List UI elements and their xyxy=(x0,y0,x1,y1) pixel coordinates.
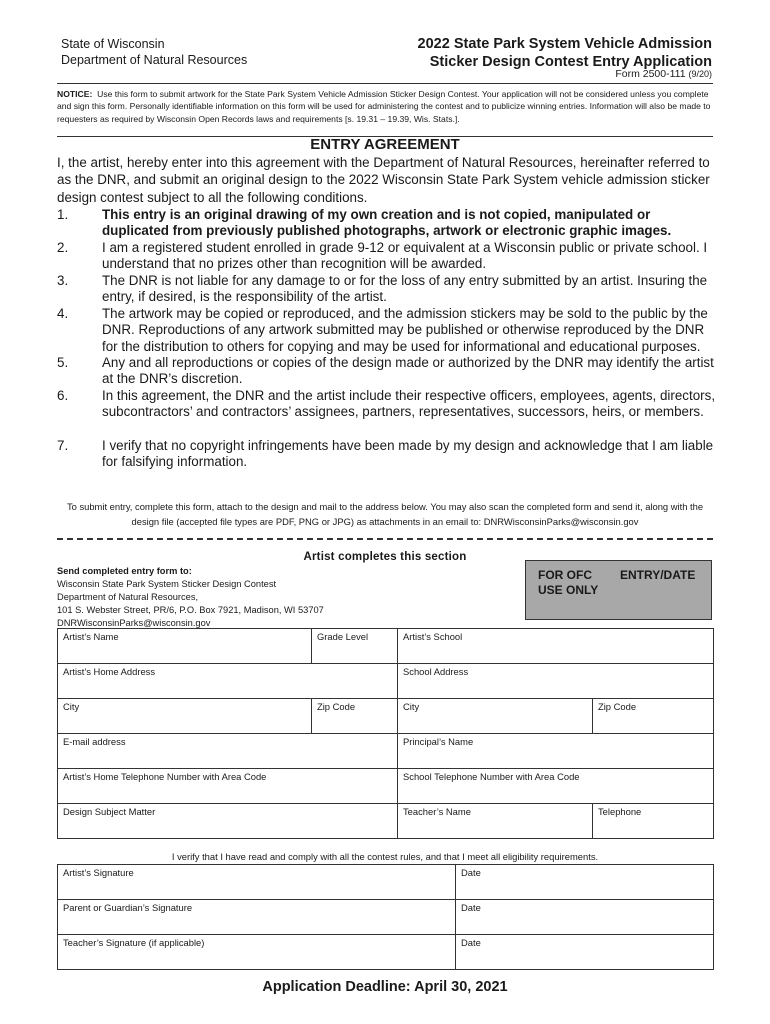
artist-school-field[interactable] xyxy=(398,629,714,664)
condition-number: 4. xyxy=(57,306,69,321)
condition-number: 7. xyxy=(57,438,69,453)
field-label: Artist’s Signature xyxy=(63,867,134,878)
teacher-signature-date-field[interactable] xyxy=(456,935,714,970)
teacher-name-field[interactable] xyxy=(398,804,593,839)
condition-text: The artwork may be copied or reproduced, and the admission stickers may be sold to the public by the DNR. Reproductions of any artwork submitted may be published or otherwise reproduced by the DNR for the distribution to others for copying and may be used for informational and educational purposes. xyxy=(102,306,708,354)
address-line: 101 S. Webster Street, PR/6, P.O. Box 7921, Madison, WI 53707 xyxy=(57,605,324,615)
agency-line-1: State of Wisconsin xyxy=(61,37,165,51)
home-address-field[interactable] xyxy=(58,664,398,699)
field-label: E-mail address xyxy=(63,736,126,747)
agreement-intro: I, the artist, hereby enter into this agreement with the Department of Natural Resources, hereinafter referred to as the DNR, and submit an original design to the 2022 Wisconsin State Park System vehicle admission sticker design contest subject to all the following conditions. xyxy=(57,155,710,205)
field-label: Zip Code xyxy=(317,701,356,712)
condition-text: In this agreement, the DNR and the artist include their respective officers, employees, agents, directors, subcontractors’ and contractors’ assignees, partners, representatives, successors, heirs, or members. xyxy=(102,388,716,420)
notice-text: Use this form to submit artwork for the State Park System Vehicle Admission Sticker Design Contest. Your application will not be considered unless you complete and sign this form. Personally identifiable information on this form will be used for administering the contest and to publicize winning entries. Information will also be made to requesters as required by Wisconsin Open Records laws and requirements [s. 19.31 – 19.39, Wis. Stats.]. xyxy=(57,89,711,124)
condition-text: Any and all reproductions or copies of the design made or authorized by the DNR may identify the artist at the DNR’s discretion. xyxy=(102,355,714,387)
condition-text: This entry is an original drawing of my own creation and is not copied, manipulated or duplicated from previously published photographs, artwork or electronic graphic images. xyxy=(102,207,672,239)
field-label: Teacher’s Name xyxy=(403,806,471,817)
artist-section-title: Artist completes this section xyxy=(303,551,467,563)
condition-number: 5. xyxy=(57,355,69,370)
agency-block xyxy=(61,36,247,68)
field-label: Telephone xyxy=(598,806,642,817)
office-label-line-1: FOR OFC xyxy=(538,568,592,582)
send-to-label: Send completed entry form to: xyxy=(57,566,192,576)
office-use-box xyxy=(525,560,712,620)
submission-instructions: To submit entry, complete this form, attach to the design and mail to the address below. You may also scan the completed form and send it, along with the design file (accepted file types are PDF, PNG or JPG) as attachments in an email to: DNRWisconsinParks@wisconsin.gov xyxy=(66,501,704,527)
form-title xyxy=(418,35,712,71)
header-divider xyxy=(57,83,713,84)
field-label: Grade Level xyxy=(317,631,369,642)
field-label: Artist’s Name xyxy=(63,631,119,642)
field-label: Date xyxy=(461,867,481,878)
school-phone-field[interactable] xyxy=(398,769,714,804)
design-subject-field[interactable] xyxy=(58,804,398,839)
field-label: Teacher’s Signature (if applicable) xyxy=(63,937,205,948)
field-label: City xyxy=(63,701,80,712)
field-label: Parent or Guardian’s Signature xyxy=(63,902,193,913)
entry-agreement-title: ENTRY AGREEMENT xyxy=(310,136,460,153)
field-label: Date xyxy=(461,937,481,948)
zip-code-field[interactable] xyxy=(312,699,398,734)
field-label: Artist’s Home Telephone Number with Area Code xyxy=(63,771,267,782)
notice-label: NOTICE: xyxy=(57,89,93,99)
teacher-signature-field[interactable] xyxy=(58,935,456,970)
field-label: School Address xyxy=(403,666,469,677)
condition-text: The DNR is not liable for any damage to or for the loss of any entry submitted by an artist. Insuring the entry, if desired, is the responsibility of the artist. xyxy=(102,273,708,305)
artist-signature-date-field[interactable] xyxy=(456,865,714,900)
artist-signature-field[interactable] xyxy=(58,865,456,900)
teacher-phone-field[interactable] xyxy=(593,804,714,839)
office-entry-date-label: ENTRY/DATE xyxy=(620,568,696,582)
principal-name-field[interactable] xyxy=(398,734,714,769)
notice xyxy=(57,88,713,125)
condition-number: 2. xyxy=(57,240,69,255)
condition-number: 6. xyxy=(57,388,69,403)
signature-table xyxy=(57,864,714,970)
city-field[interactable] xyxy=(58,699,312,734)
cut-line xyxy=(57,538,713,540)
mailing-address xyxy=(57,565,324,630)
guardian-signature-date-field[interactable] xyxy=(456,900,714,935)
form-title-line-1: 2022 State Park System Vehicle Admission xyxy=(417,36,712,52)
form-date: (9/20) xyxy=(688,69,712,79)
field-label: Principal’s Name xyxy=(403,736,474,747)
address-line: Department of Natural Resources, xyxy=(57,592,199,602)
form-title-line-2: Sticker Design Contest Entry Application xyxy=(429,54,712,70)
address-line: DNRWisconsinParks@wisconsin.gov xyxy=(57,618,211,628)
guardian-signature-field[interactable] xyxy=(58,900,456,935)
condition-number: 1. xyxy=(57,207,69,222)
condition-number: 3. xyxy=(57,273,69,288)
office-use-label xyxy=(538,568,598,598)
agency-line-2: Department of Natural Resources xyxy=(61,53,248,67)
condition-text: I verify that no copyright infringements have been made by my design and acknowledge that I am liable for falsifying information. xyxy=(102,438,714,470)
field-label: Artist’s Home Address xyxy=(63,666,156,677)
field-label: City xyxy=(403,701,420,712)
school-zip-code-field[interactable] xyxy=(593,699,714,734)
artist-name-field[interactable] xyxy=(58,629,312,664)
school-city-field[interactable] xyxy=(398,699,593,734)
field-label: Artist’s School xyxy=(403,631,463,642)
artist-info-table xyxy=(57,628,714,839)
address-line: Wisconsin State Park System Sticker Design Contest xyxy=(57,579,277,589)
application-deadline: Application Deadline: April 30, 2021 xyxy=(262,979,508,995)
field-label: Zip Code xyxy=(598,701,637,712)
email-field[interactable] xyxy=(58,734,398,769)
grade-level-field[interactable] xyxy=(312,629,398,664)
field-label: Design Subject Matter xyxy=(63,806,156,817)
school-address-field[interactable] xyxy=(398,664,714,699)
office-label-line-2: USE ONLY xyxy=(538,583,599,597)
condition-text: I am a registered student enrolled in grade 9-12 or equivalent at a Wisconsin public or private school. I understand that no prizes other than recognition will be awarded. xyxy=(102,240,708,272)
field-label: Date xyxy=(461,902,481,913)
home-phone-field[interactable] xyxy=(58,769,398,804)
eligibility-verification: I verify that I have read and comply with all the contest rules, and that I meet all eligibility requirements. xyxy=(171,851,599,862)
field-label: School Telephone Number with Area Code xyxy=(403,771,580,782)
form-number-text: Form 2500-111 xyxy=(615,68,686,80)
form-number xyxy=(615,68,712,80)
